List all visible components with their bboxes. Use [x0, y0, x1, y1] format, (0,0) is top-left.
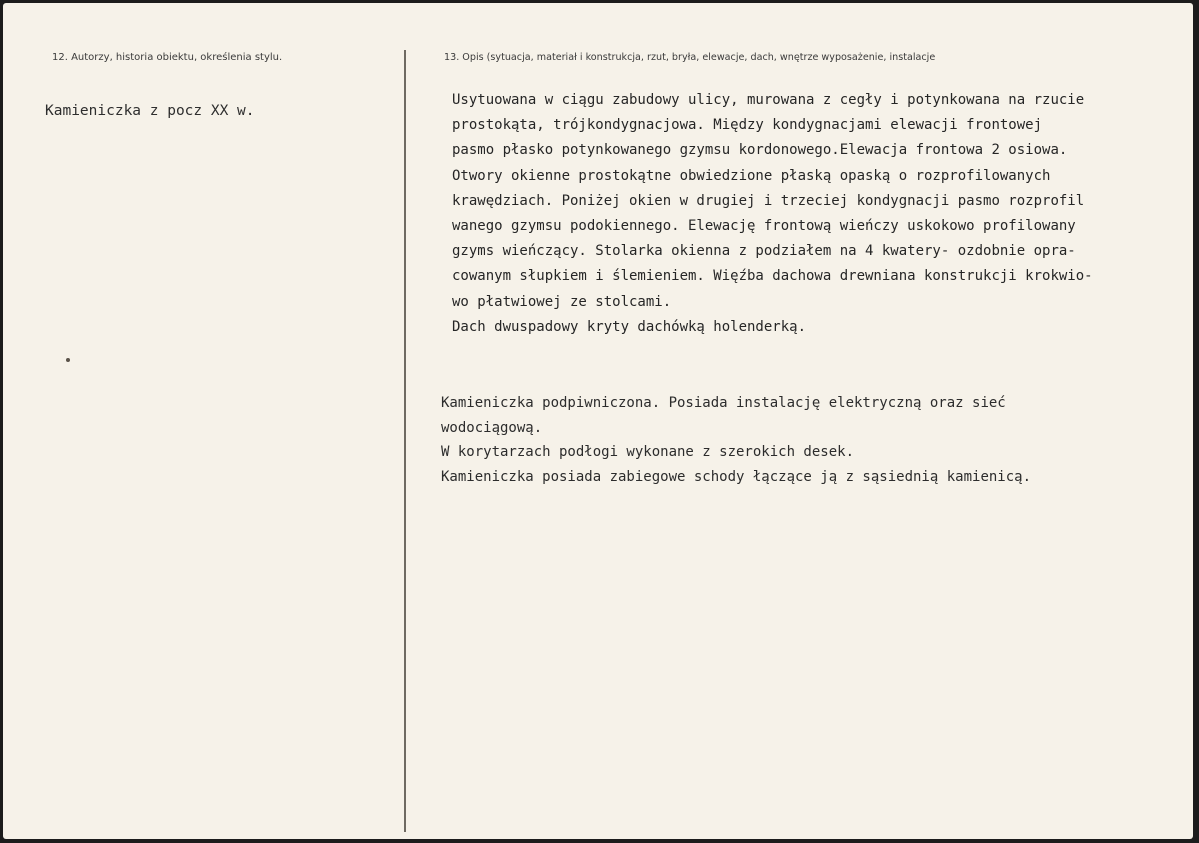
description-line: prostokąta, trójkondygnacjowa. Między kondygnacjami elewacji frontowej: [452, 117, 1043, 134]
description-line: pasmo płasko potynkowanego gzymsu kordonowego.Elewacja frontowa 2 osiowa.: [452, 142, 1068, 159]
description-line: Dach dwuspadowy kryty dachówką holenderką.: [452, 318, 807, 335]
authors-history-text: Kamieniczka z pocz XX w.: [45, 103, 255, 119]
ink-dot: [66, 358, 70, 362]
description-block: [452, 88, 1093, 340]
description-line: krawędziach. Poniżej okien w drugiej i trzeciej kondygnacji pasmo rozprofil: [452, 192, 1085, 209]
description-line: Usytuowana w ciągu zabudowy ulicy, murowana z cegły i potynkowana na rzucie: [452, 92, 1085, 108]
description-line: Otwory okienne prostokątne obwiedzione płaską opaską o rozprofilowanych: [452, 167, 1051, 184]
notes-line: W korytarzach podłogi wykonane z szerokich desek.: [441, 444, 855, 460]
section-13-heading: 13. Opis (sytuacja, materiał i konstrukcja, rzut, bryła, elewacje, dach, wnętrze wyposażenie, instalacje: [444, 52, 936, 63]
description-line: gzyms wieńczący. Stolarka okienna z podziałem na 4 kwatery- ozdobnie opra-: [452, 243, 1076, 260]
notes-line: Kamieniczka podpiwniczona. Posiada instalację elektryczną oraz sieć: [441, 395, 1006, 411]
notes-block: [441, 391, 1031, 489]
document-card: [3, 3, 1193, 839]
column-divider: [404, 50, 406, 832]
notes-line: Kamieniczka posiada zabiegowe schody łączące ją z sąsiednią kamienicą.: [441, 468, 1032, 485]
notes-line: wodociągową.: [441, 419, 543, 436]
description-line: wanego gzymsu podokiennego. Elewację frontową wieńczy uskokowo profilowany: [452, 218, 1076, 235]
section-12-heading: 12. Autorzy, historia obiektu, określenia stylu.: [52, 52, 283, 63]
description-line: cowanym słupkiem i ślemieniem. Więźba dachowa drewniana konstrukcji krokwio-: [452, 268, 1093, 285]
description-line: wo płatwiowej ze stolcami.: [452, 293, 672, 310]
